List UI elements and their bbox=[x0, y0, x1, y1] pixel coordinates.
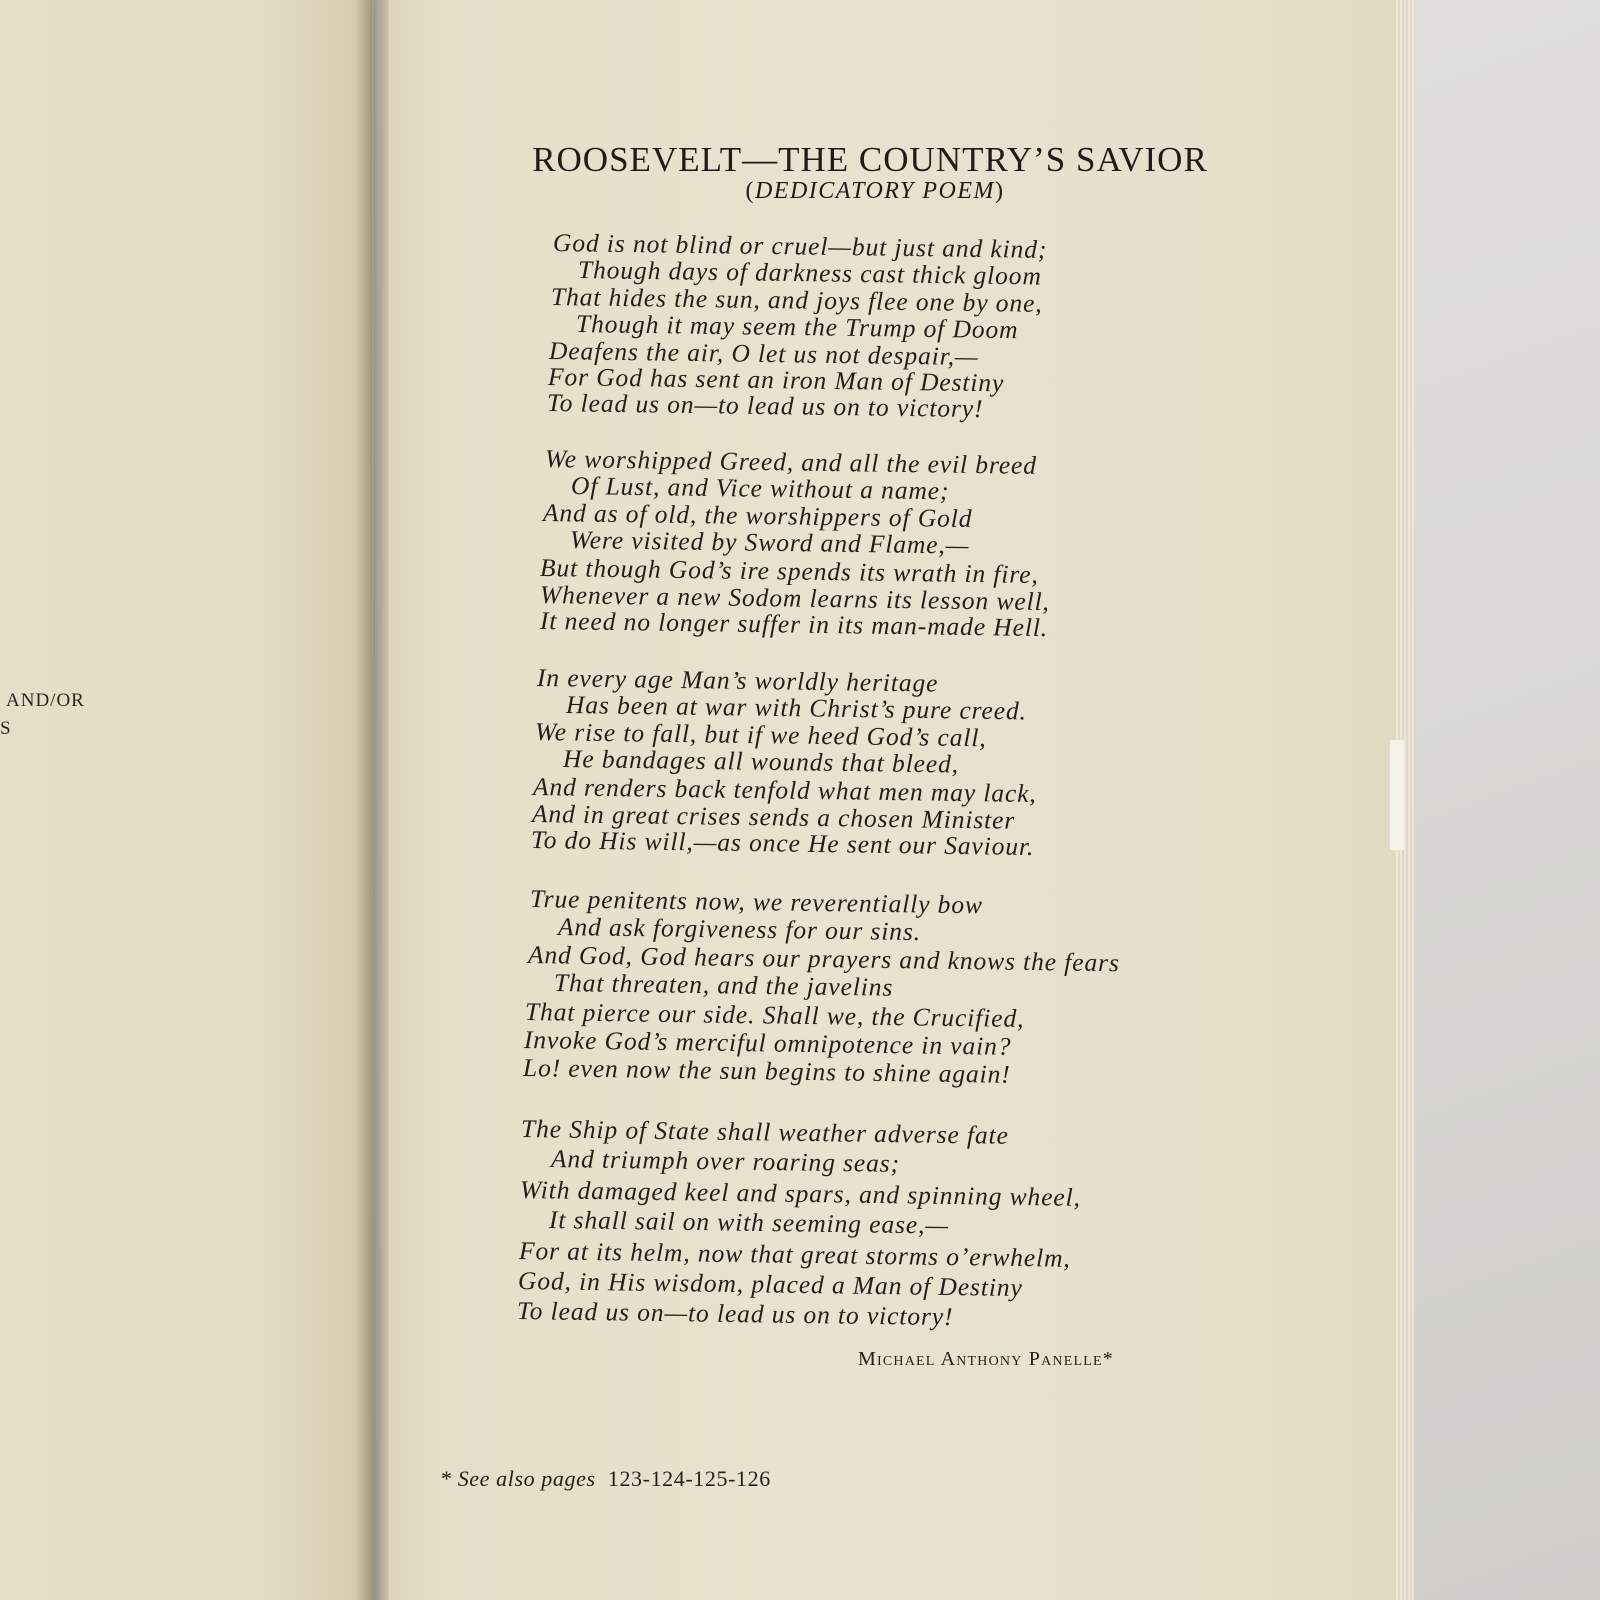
poem-line: For at its helm, now that great storms o’erwhelm, bbox=[518, 1236, 1071, 1273]
footnote-label: * See also pages bbox=[440, 1466, 596, 1491]
poem-line: God, in His wisdom, placed a Man of Destiny bbox=[517, 1266, 1023, 1303]
poem-line: To do His will,—as once He sent our Saviour. bbox=[530, 825, 1035, 862]
poem-line: In every age Man’s worldly heritage bbox=[536, 663, 939, 698]
footnote-pages: 123-124-125-126 bbox=[607, 1466, 771, 1491]
poem-author: Michael Anthony Panelle* bbox=[858, 1348, 1114, 1370]
poem-line: Has been at war with Christ’s pure creed. bbox=[565, 690, 1028, 726]
poem-line: Though days of darkness cast thick gloom bbox=[577, 255, 1042, 291]
poem-line: That hides the sun, and joys flee one by one, bbox=[550, 282, 1043, 318]
left-page-text-fragment: AND/OR bbox=[6, 690, 85, 711]
poem-line: And triumph over roaring seas; bbox=[550, 1144, 901, 1178]
poem-subtitle: (DEDICATORY POEM) bbox=[745, 178, 1005, 204]
poem-line: It need no longer suffer in its man-made Hell. bbox=[539, 606, 1049, 643]
poem-line: And God, God hears our prayers and knows the fears bbox=[527, 940, 1120, 978]
poem-line: And as of old, the worshippers of Gold bbox=[542, 498, 973, 533]
poem-line: He bandages all wounds that bleed, bbox=[562, 744, 960, 779]
poem-line: For God has sent an iron Man of Destiny bbox=[547, 362, 1005, 398]
poem-line: And in great crises sends a chosen Minister bbox=[531, 799, 1016, 835]
poem-line: To lead us on—to lead us on to victory! bbox=[546, 388, 984, 424]
poem-line: It shall sail on with seeming ease,— bbox=[548, 1205, 950, 1240]
poem-subtitle-text: DEDICATORY POEM bbox=[754, 178, 996, 204]
left-page-text-fragment: S bbox=[0, 718, 12, 739]
poem-line: But though God’s ire spends its wrath in fire, bbox=[539, 553, 1039, 589]
poem-line: Invoke God’s merciful omnipotence in vain? bbox=[523, 1025, 1012, 1061]
poem-line: Were visited by Sword and Flame,— bbox=[569, 525, 970, 560]
poem-line: That threaten, and the javelins bbox=[553, 968, 894, 1002]
poem-line: The Ship of State shall weather adverse fate bbox=[520, 1114, 1010, 1150]
poem-line: Though it may seem the Trump of Doom bbox=[575, 309, 1019, 345]
poem-line: Deafens the air, O let us not despair,— bbox=[548, 336, 979, 371]
poem-line: And ask forgiveness for our sins. bbox=[557, 912, 922, 947]
poem-line: That pierce our side. Shall we, the Crucified, bbox=[524, 997, 1025, 1033]
poem-line: Whenever a new Sodom learns its lesson well, bbox=[539, 580, 1051, 617]
poem-line: We rise to fall, but if we heed God’s call, bbox=[534, 717, 987, 753]
poem-line: To lead us on—to lead us on to victory! bbox=[516, 1296, 954, 1332]
poem-line: We worshipped Greed, and all the evil breed bbox=[544, 444, 1038, 480]
poem-line: Of Lust, and Vice without a name; bbox=[570, 471, 950, 506]
poem-line: True penitents now, we reverentially bow bbox=[529, 884, 984, 920]
poem-line: God is not blind or cruel—but just and kind; bbox=[552, 228, 1048, 264]
poem-line: And renders back tenfold what men may lack, bbox=[532, 772, 1037, 809]
poem-line: With damaged keel and spars, and spinning wheel, bbox=[519, 1175, 1082, 1212]
footnote bbox=[440, 1466, 771, 1492]
poem-title: ROOSEVELT—THE COUNTRY’S SAVIOR bbox=[532, 140, 1208, 179]
poem-line: Lo! even now the sun begins to shine again! bbox=[522, 1053, 1011, 1089]
